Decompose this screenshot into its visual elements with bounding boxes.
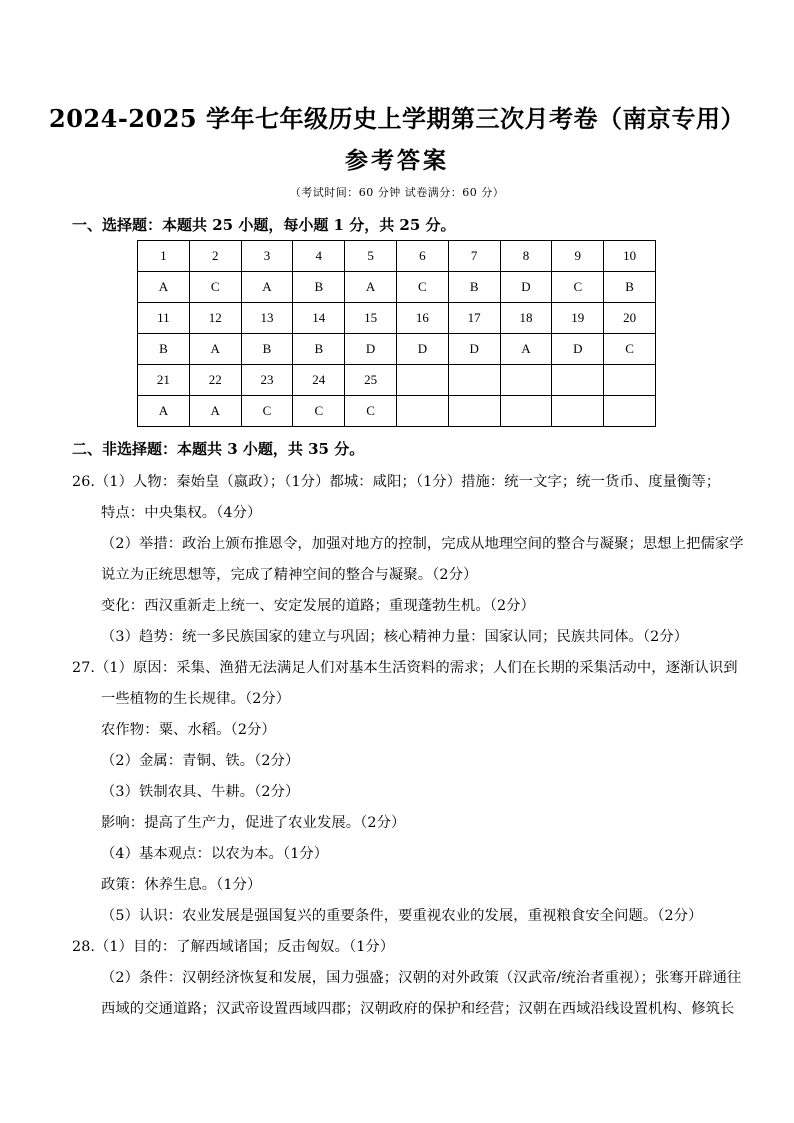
answer-line: 说立为正统思想等，完成了精神空间的整合与凝聚。（2分）	[101, 567, 478, 583]
answer-cell: B	[138, 334, 190, 365]
question-number-cell: 19	[552, 303, 604, 334]
question-number-cell	[448, 365, 500, 396]
answer-cell: A	[138, 272, 190, 303]
answer-cell: B	[241, 334, 293, 365]
answer-line: （4）基本观点：以农为本。（1分）	[101, 846, 329, 862]
answer-line: 农作物：粟、水稻。（2分）	[101, 722, 276, 738]
answer-cell: C	[552, 272, 604, 303]
answer-cell	[500, 396, 552, 427]
answer-cell	[604, 396, 656, 427]
answer-line: 政策：休养生息。（1分）	[101, 877, 262, 893]
question-number-cell: 23	[241, 365, 293, 396]
answer-cell: C	[604, 334, 656, 365]
question-number-cell: 22	[189, 365, 241, 396]
answer-cell: D	[552, 334, 604, 365]
question-number-row	[138, 365, 656, 396]
answer-cell: A	[500, 334, 552, 365]
question-number-cell: 16	[396, 303, 448, 334]
question-number-cell: 10	[604, 241, 656, 272]
answer-cell: C	[293, 396, 345, 427]
answer-line: 一些植物的生长规律。（2分）	[101, 691, 291, 707]
answer-cell: C	[396, 272, 448, 303]
question-number-cell: 17	[448, 303, 500, 334]
question-number-cell: 21	[138, 365, 190, 396]
answer-line: （3）趋势：统一多民族国家的建立与巩固；核心精神力量：国家认同；民族共同体。（2分）	[101, 629, 689, 645]
answer-line: （2）举措：政治上颁布推恩令，加强对地方的控制，完成从地理空间的整合与凝聚；思想上把儒家学	[101, 536, 744, 552]
answer-line: 26.（1）人物：秦始皇（嬴政）；（1分）都城：咸阳；（1分）措施：统一文字；统一货币、度量衡等；	[72, 474, 721, 490]
question-number-cell	[604, 365, 656, 396]
answer-line: （2）金属：青铜、铁。（2分）	[101, 753, 300, 769]
exam-meta: （考试时间：60 分钟 试卷满分：60 分）	[289, 186, 505, 199]
answer-line: 变化：西汉重新走上统一、安定发展的道路；重现蓬勃生机。（2分）	[101, 598, 535, 614]
answer-cell: D	[345, 334, 397, 365]
question-number-cell: 11	[138, 303, 190, 334]
answer-cell: A	[241, 272, 293, 303]
question-number-cell: 7	[448, 241, 500, 272]
answer-cell: D	[396, 334, 448, 365]
question-number-cell: 24	[293, 365, 345, 396]
answer-line: 影响：提高了生产力，促进了农业发展。（2分）	[101, 815, 406, 831]
question-number-cell: 6	[396, 241, 448, 272]
question-number-cell: 8	[500, 241, 552, 272]
question-number-cell: 20	[604, 303, 656, 334]
question-number-row	[138, 303, 656, 334]
answer-line: （2）条件：汉朝经济恢复和发展，国力强盛；汉朝的对外政策（汉武帝/统治者重视）；张骞开辟通往	[101, 970, 742, 986]
question-number-cell	[552, 365, 604, 396]
answer-line: （3）铁制农具、牛耕。（2分）	[101, 784, 300, 800]
question-number-cell: 2	[189, 241, 241, 272]
answer-line: 西域的交通道路；汉武帝设置西域四郡；汉朝政府的保护和经营；汉朝在西域沿线设置机构、修筑长	[101, 1001, 735, 1017]
question-number-cell: 14	[293, 303, 345, 334]
question-number-cell: 13	[241, 303, 293, 334]
question-number-cell: 3	[241, 241, 293, 272]
question-number-cell	[500, 365, 552, 396]
answer-cell: C	[241, 396, 293, 427]
answer-cell: A	[189, 396, 241, 427]
question-number-cell: 4	[293, 241, 345, 272]
answer-cell: A	[138, 396, 190, 427]
answer-cell: A	[345, 272, 397, 303]
question-number-cell: 9	[552, 241, 604, 272]
answer-cell: C	[345, 396, 397, 427]
question-number-row	[138, 241, 656, 272]
answer-cell: B	[293, 334, 345, 365]
answer-cell: B	[293, 272, 345, 303]
answer-row	[138, 334, 656, 365]
answer-line: （5）认识：农业发展是强国复兴的重要条件，要重视农业的发展，重视粮食安全问题。（2分）	[101, 908, 703, 924]
answer-table	[137, 240, 656, 427]
section-heading-choice: 一、选择题：本题共 25 小题，每小题 1 分，共 25 分。	[72, 216, 456, 234]
document-title: 2024-2025 学年七年级历史上学期第三次月考卷（南京专用）	[49, 104, 745, 133]
question-number-cell: 15	[345, 303, 397, 334]
answer-cell: D	[500, 272, 552, 303]
answer-cell	[448, 396, 500, 427]
answer-cell: A	[189, 334, 241, 365]
answer-row	[138, 396, 656, 427]
section-heading-nonchoice: 二、非选择题：本题共 3 小题，共 35 分。	[72, 440, 365, 458]
answer-cell: B	[448, 272, 500, 303]
document-subtitle: 参考答案	[345, 147, 449, 174]
question-number-cell: 12	[189, 303, 241, 334]
answer-line: 28.（1）目的：了解西域诸国；反击匈奴。（1分）	[72, 939, 395, 955]
answer-cell	[552, 396, 604, 427]
answer-cell: D	[448, 334, 500, 365]
answer-cell: C	[189, 272, 241, 303]
answer-cell	[396, 396, 448, 427]
question-number-cell	[396, 365, 448, 396]
question-number-cell: 5	[345, 241, 397, 272]
question-number-cell: 25	[345, 365, 397, 396]
answer-cell: B	[604, 272, 656, 303]
question-number-cell: 18	[500, 303, 552, 334]
answer-row	[138, 272, 656, 303]
answer-line: 特点：中央集权。（4分）	[101, 505, 262, 521]
question-number-cell: 1	[138, 241, 190, 272]
answer-line: 27.（1）原因：采集、渔猎无法满足人们对基本生活资料的需求；人们在长期的采集活动中，逐渐认识到	[72, 660, 738, 676]
